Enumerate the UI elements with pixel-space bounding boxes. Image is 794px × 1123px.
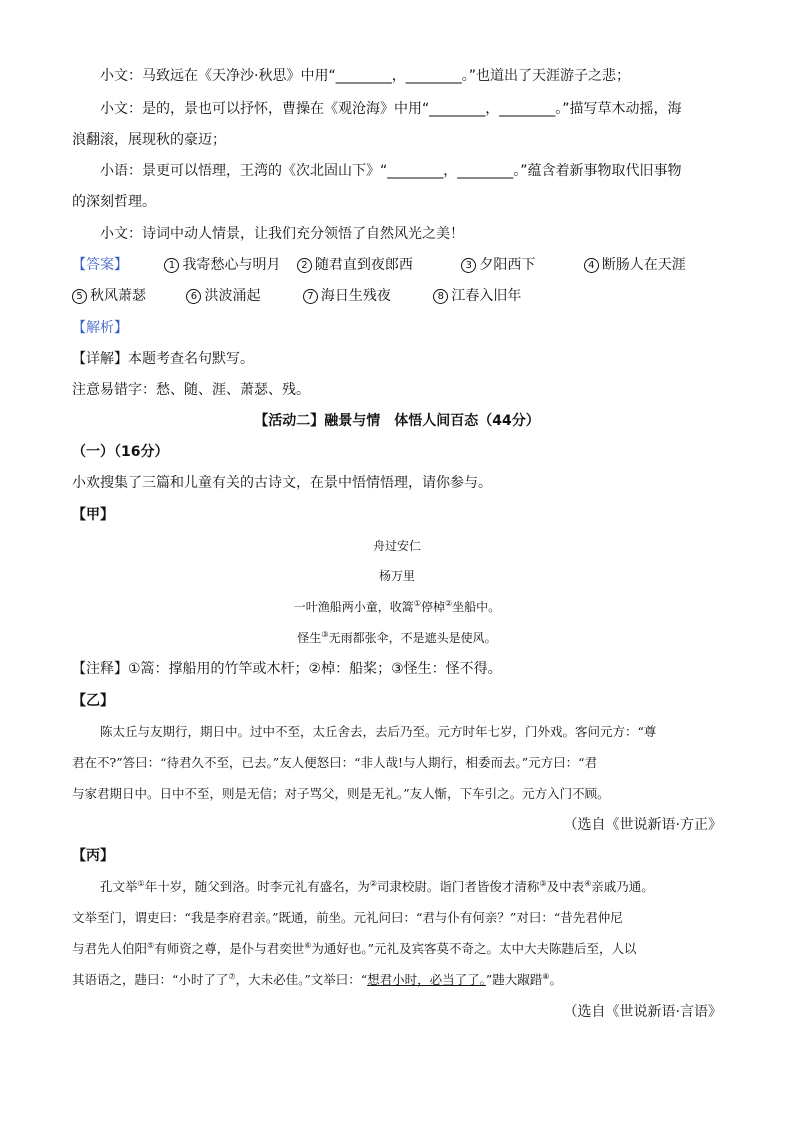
bing-paragraph-line: 与君先人伯阳⑤有师资之尊，是仆与君奕世⑥为通好也。”元礼及宾客莫不奇之。太中大夫陈韪后至，人以 [72,940,637,956]
poem-notes: 【注释】①篙：撑船用的竹竿或木杆；②棹：船桨；③怪生：怪不得。 [72,661,502,677]
poem-verse-1: 一叶渔船两小童，收篙①停棹②坐船中。 [293,599,501,614]
analysis-note: 注意易错字：愁、随、涯、萧瑟、残。 [72,382,310,398]
bing-paragraph-line: 其语语之，韪曰：“小时了了⑦，大未必佳。”文举曰：“想君小时，必当了了。”韪大踧踖⑧。 [72,971,562,987]
answer-item: 1 我寄愁心与明月 [164,255,292,275]
analysis-label: 【解析】 [72,320,128,336]
text-label-jia: 【甲】 [72,507,114,523]
analysis-detail: 【详解】本题考查名句默写。 [72,351,254,367]
dialogue-line-2a: 小文：是的，景也可以抒怀，曹操在《观沧海》中用“________，________。”描写草木动摇，海 [100,101,682,117]
yi-paragraph-line: 君在不?”答曰：“待君久不至，已去。”友人便怒曰：“非人哉!与人期行，相委而去。”元方曰：“君 [72,755,598,770]
dialogue-line-3a: 小语：景更可以悟理，王湾的《次北固山下》“________，________。”蕴含着新事物取代旧事物 [100,163,682,179]
answer-item: 5 秋风萧瑟 [72,286,182,306]
answer-row-1 [72,255,722,275]
dialogue-line-2b: 浪翻滚，展现秋的豪迈； [72,132,226,148]
section-subheading: （一）（16分） [72,444,169,460]
dialogue-line-4: 小文：诗词中动人情景，让我们充分领悟了自然风光之美！ [100,226,464,242]
text-label-yi: 【乙】 [72,693,114,709]
answer-label: 【答案】 [72,257,128,273]
poem-verse-2: 怪生③无雨都张伞，不是遮头是使风。 [297,630,497,645]
answer-item: 3 夕阳西下 [461,255,579,275]
activity-heading: 【活动二】融景与情 体悟人间百态（44分） [254,413,540,429]
poem-title: 舟过安仁 [372,539,421,553]
answer-row-2 [72,286,722,306]
bing-source: （选自《世说新语·言语》 [563,1004,722,1020]
yi-paragraph-line: 陈太丘与友期行，期日中。过中不至，太丘舍去，去后乃至。元方时年七岁，门外戏。客问元方：“尊 [100,724,657,739]
dialogue-line-1: 小文：马致远在《天净沙·秋思》中用“________，________。”也道出了天涯游子之悲； [100,68,630,84]
bing-paragraph-line: 孔文举①年十岁，随父到洛。时李元礼有盛名，为②司隶校尉。诣门者皆俊才清称③及中表④亲戚乃通。 [100,878,654,894]
underlined-sentence: 想君小时，必当了了。 [367,972,486,987]
activity-intro: 小欢搜集了三篇和儿童有关的古诗文，在景中悟情悟理，请你参与。 [72,475,492,491]
answer-item: 8 江春入旧年 [433,286,583,306]
answer-item: 7 海日生残夜 [303,286,429,306]
poem-author: 杨万里 [378,569,415,583]
answer-item: 2 随君直到夜郎西 [297,255,457,275]
yi-paragraph-line: 与家君期日中。日中不至，则是无信；对子骂父，则是无礼。”友人惭，下车引之。元方入门不顾。 [72,786,610,801]
bing-paragraph-line: 文举至门，谓吏曰：“我是李府君亲。”既通，前坐。元礼问曰：“君与仆有何亲？”对曰：“昔先君仲尼 [72,910,623,925]
answer-item: 6 洪波涌起 [186,286,298,306]
text-label-bing: 【丙】 [72,848,114,864]
dialogue-line-3b: 的深刻哲理。 [72,194,156,210]
answer-item: 4 断肠人在天涯 [584,255,734,275]
yi-source: （选自《世说新语·方正》 [563,817,722,833]
